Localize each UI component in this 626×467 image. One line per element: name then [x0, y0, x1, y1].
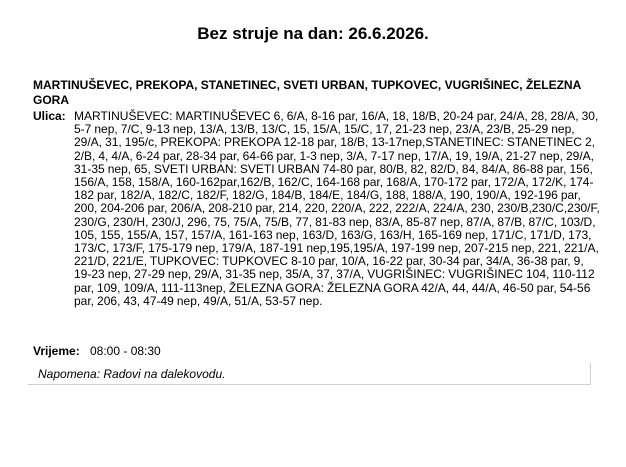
page-title: Bez struje na dan: 26.6.2026. [197, 24, 429, 43]
note-text: Napomena: Radovi na dalekovodu. [38, 367, 226, 381]
streets-list: MARTINUŠEVEC: MARTINUŠEVEC 6, 6/A, 8-16 par, 16/A, 18, 18/B, 20-24 par, 24/A, 28, 28/A, 30, 5-7 nep, 7/C, 9-13 nep, 13/A, 13/B, 13/C, 15, 15/A, 15/C, 17, 21-23 nep, 23/A, 23/B, 25-29 nep, 29/A, 31, 195/c, PREKOPA: PREKOPA 12-18 par, 18/B, 13-17nep,STANETINEC: STANETINEC 2, 2/B, 4, 4/A, 6-24 par, 28-34 par, 64-66 par, 1-3 nep, 3/A, 7-17 nep, 17/A, 19, 19/A, 21-27 nep, 29/A, 31-35 nep, 65, SVETI URBAN: SVETI URBAN 74-80 par, 80/B, 82, 82/D, 84, 84/A, 86-88 par, 156, 156/A, 158, 158/A, 160-162par,162/B, 162/C, 164-168 par, 168/A, 170-172 par, 172/A, 172/K, 174-182 par, 182/A, 182/C, 182/F, 182/G, 184/B, 184/E, 184/G, 188, 188/A, 190, 190/A, 192-196 par, 200, 204-206 par, 206/A, 208-210 par, 214, 220, 220/A, 222, 222/A, 224/A, 230, 230/B,230/C,230/F, 230/G, 230/H, 230/J, 296, 75, 75/A, 75/B, 77, 81-83 nep, 83/A, 85-87 nep, 87/A, 87/B, 87/C, 103/D, 105, 155, 155/A, 157, 157/A, 161-163 nep, 163/D, 163/G, 163/H, 165-169 nep, 171/C, 171/D, 173, 173/C, 173/F, 175-179 nep, 179/A, 187-191 nep,195,195/A, 197-199 nep, 207-215 nep, 221, 221/A, 221/D, 221/E, TUPKOVEC: TUPKOVEC 8-10 par, 10/A, 16-22 par, 30-34 par, 34/A, 36-38 par, 9, 19-23 nep, 27-29 nep, 29/A, 31-35 nep, 35/A, 37, 37/A, VUGRIŠINEC: VUGRIŠINEC 104, 110-112 par, 109, 109/A, 111-113nep, ŽELEZNA GORA: ŽELEZNA GORA 42/A, 44, 44/A, 46-50 par, 54-56 par, 206, 43, 47-49 nep, 49/A, 51/A, 53-57 nep. [74, 109, 600, 308]
time-label: Vrijeme: [33, 344, 80, 358]
streets-row [33, 110, 603, 308]
streets-label: Ulica: [33, 109, 66, 123]
time-value: 08:00 - 08:30 [90, 344, 161, 358]
affected-areas: MARTINUŠEVEC, PREKOPA, STANETINEC, SVETI URBAN, TUPKOVEC, VUGRIŠINEC, ŽELEZNA GORA [33, 78, 581, 107]
time-row [33, 344, 161, 358]
note-box [28, 363, 591, 385]
